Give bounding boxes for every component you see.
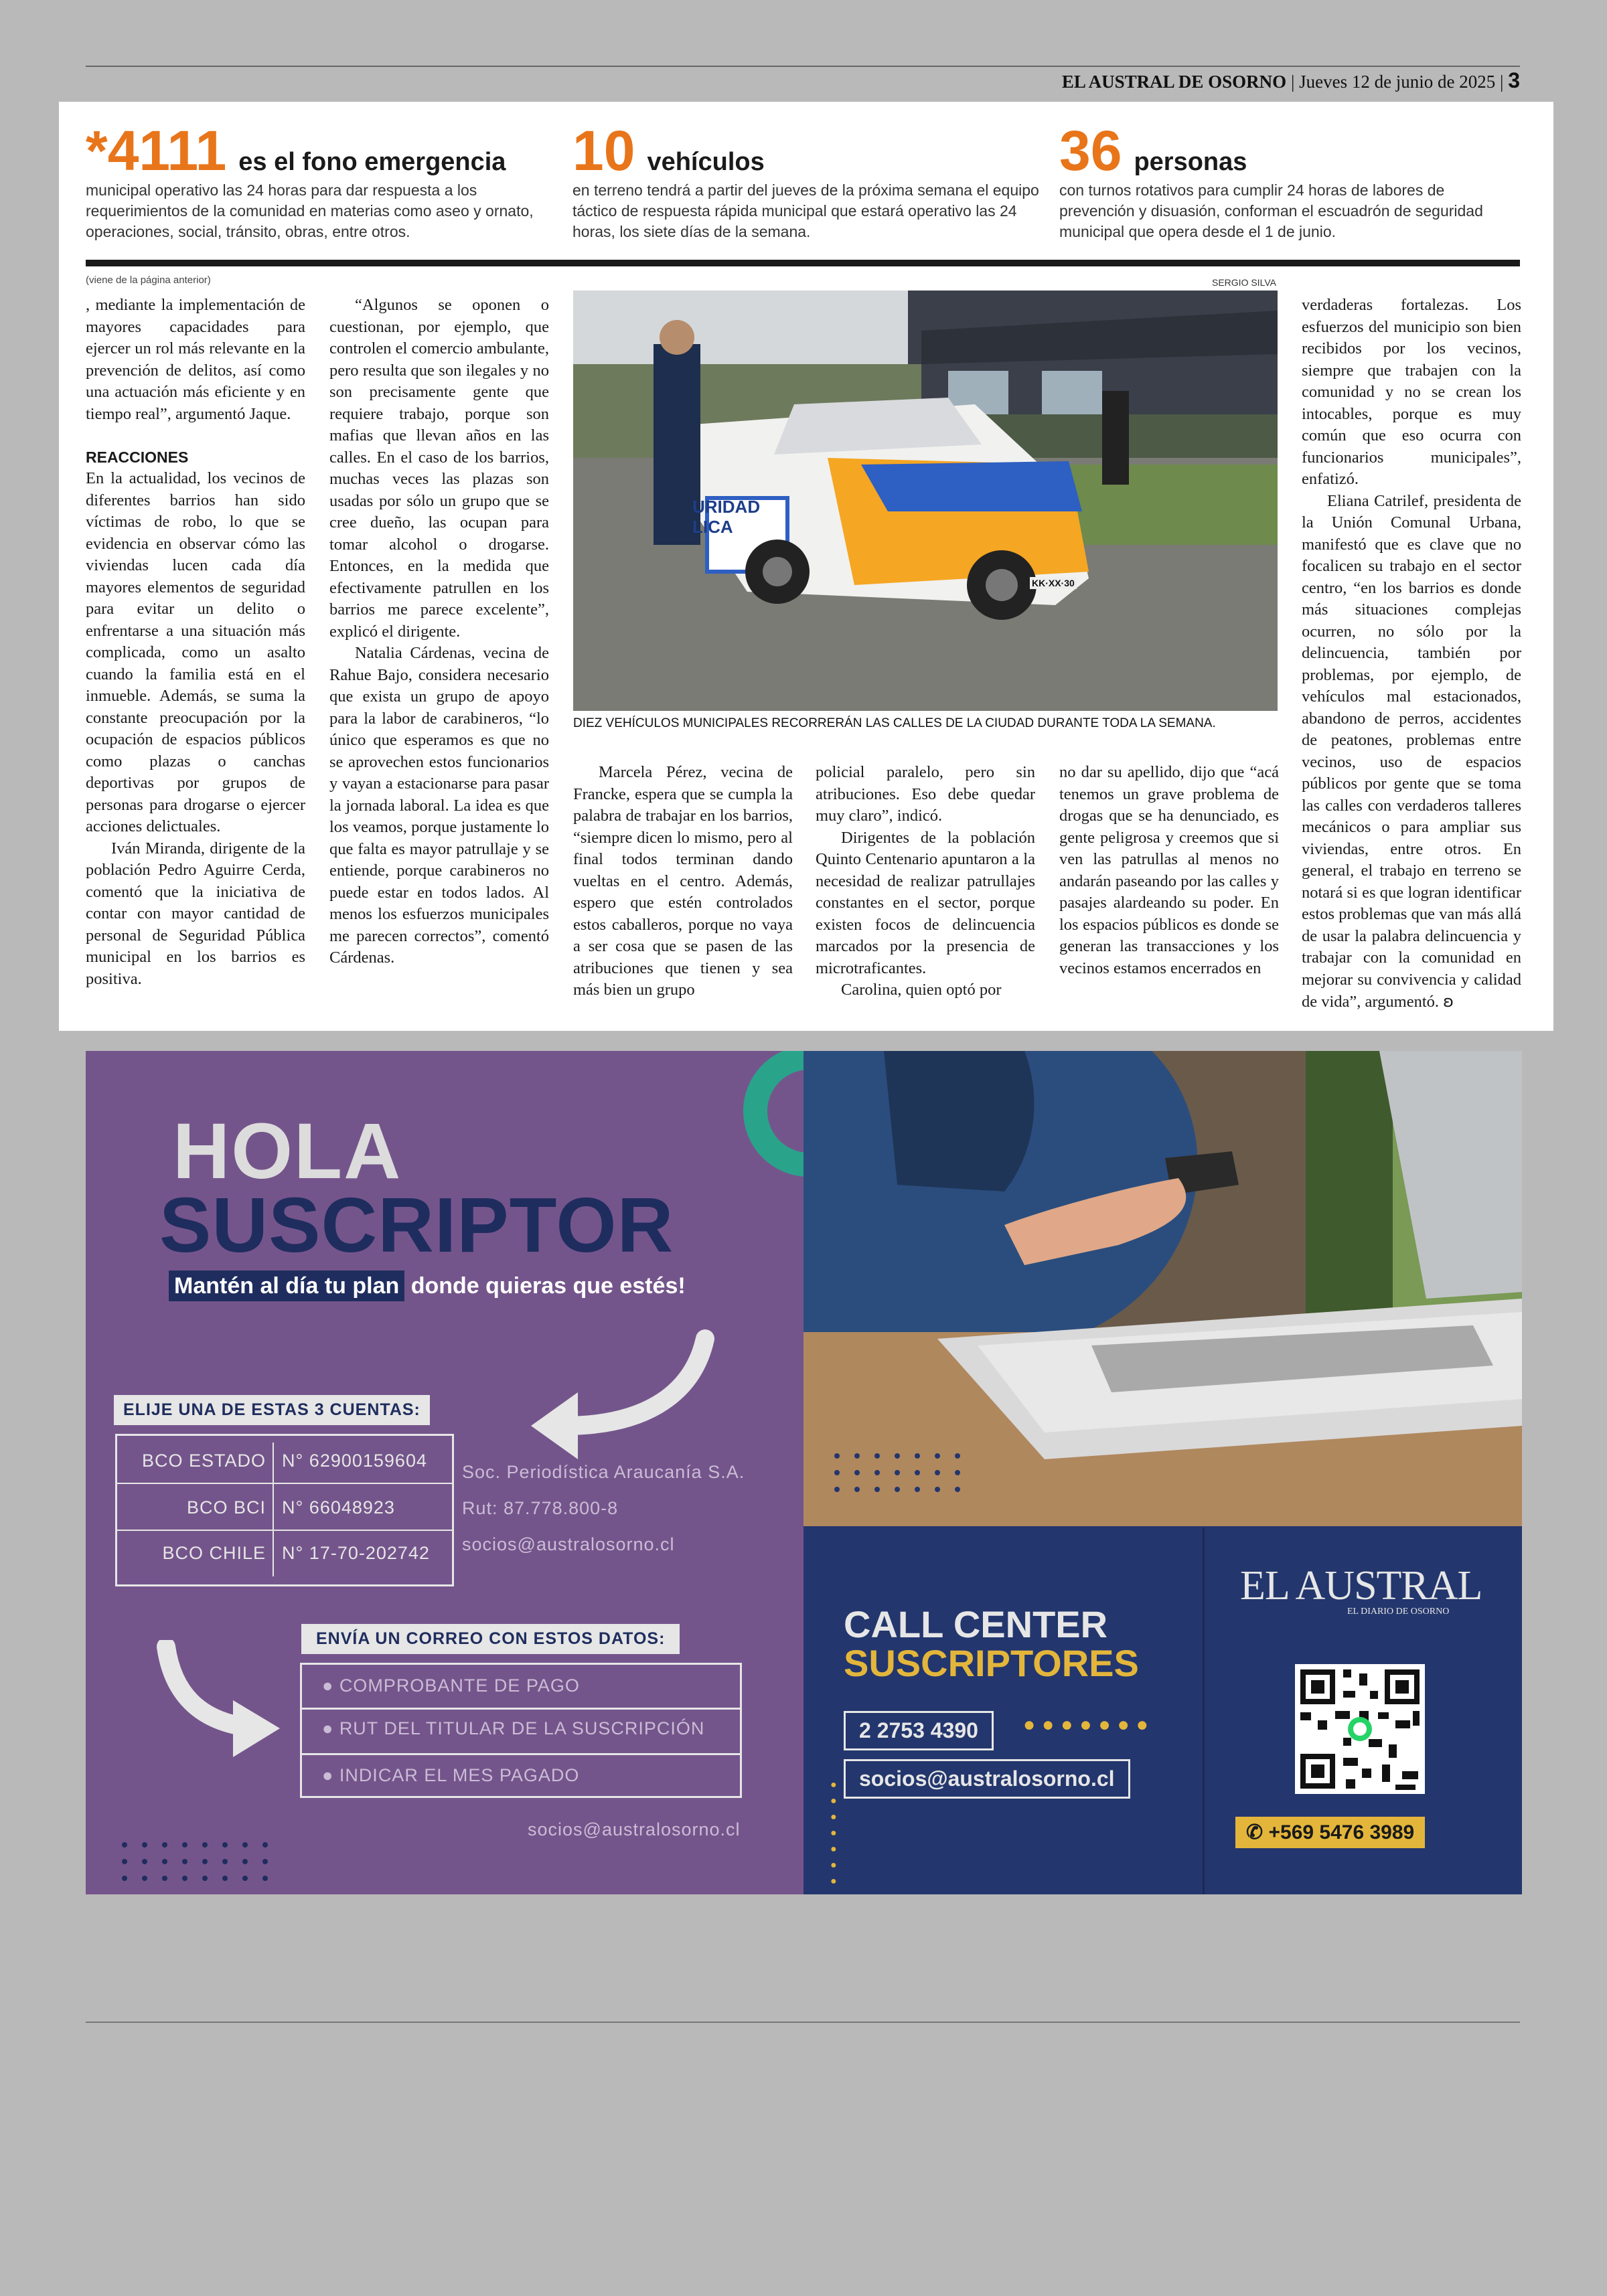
end-mark-icon: ʚ — [1443, 992, 1454, 1011]
paragraph: Natalia Cárdenas, vecina de Rahue Bajo, considera necesario que exista un grupo de apoyo para la labor de carabineros, “lo único que esperamos es que no se aprovechen estos funcionarios y vayan a estacionarse para pasar la jornada laboral. La idea es que los veamos, porque justamente lo que falta es mayor patrullaje y se entiende, porque carabineros no puede estar en todos lados. Al menos los esfuerzos municipales me parecen correctos”, comentó Cárdenas. — [329, 644, 549, 967]
stat-3 — [1059, 119, 1521, 242]
divider — [302, 1708, 740, 1710]
header-page-number: 3 — [1508, 68, 1520, 92]
patrol-car-photo — [573, 291, 1278, 711]
paragraph: verdaderas fortalezas. Los esfuerzos del municipio son bien recibidos por los vecinos, siempre que trabajen con la comunidad y no se crean los intocables, porque es muy común que eso ocurra con funcionarios municipales”, enfatizó. — [1302, 296, 1521, 488]
brand-subtitle: EL DIARIO DE OSORNO — [1347, 1607, 1450, 1617]
paragraph: Carolina, quien optó por — [841, 981, 1002, 999]
call-center-phone-text: 2 2753 4390 — [859, 1718, 978, 1742]
stat-1-desc: municipal operativo las 24 horas para dar respuesta a los requerimientos de la comunidad en materias como aseo y ornato, operaciones, social, tránsito, obras, entre otros. — [86, 181, 534, 240]
divider — [273, 1443, 274, 1576]
divider — [117, 1483, 452, 1484]
dots-decoration-icon: ●●●●●●● — [1023, 1714, 1155, 1736]
ad-hola: HOLA — [173, 1107, 402, 1196]
paragraph: Dirigentes de la población Quinto Centenario apuntaron a la necesidad de realizar patrullajes constantes en el sector, porque existen focos de delincuencia marcados por la presencia de microtraficantes. — [816, 828, 1035, 977]
section-heading: REACCIONES — [86, 448, 189, 466]
company-email: socios@australosorno.cl — [462, 1534, 675, 1554]
brand-logo: EL AUSTRAL — [1240, 1563, 1482, 1609]
mail-item: ● COMPROBANTE DE PAGO — [322, 1675, 580, 1696]
arrow-down-right-icon — [153, 1640, 287, 1760]
whatsapp-icon: ✆ — [1246, 1821, 1264, 1843]
stats-divider — [86, 260, 1520, 266]
paragraph — [1302, 491, 1521, 1013]
stat-3-label: personas — [1134, 148, 1247, 176]
paragraph: policial paralelo, pero sin atribuciones. Eso debe quedar muy claro”, indicó. — [816, 763, 1035, 825]
article-column-1 — [86, 295, 305, 990]
photo-caption: DIEZ VEHÍCULOS MUNICIPALES RECORRERÁN LAS CALLES DE LA CIUDAD DURANTE TODA LA SEMANA. — [573, 716, 1216, 730]
stat-3-desc: con turnos rotativos para cumplir 24 horas de labores de prevención y disuasión, conforman el escuadrón de seguridad municipal que opera desde el 1 de junio. — [1059, 181, 1483, 240]
ad-tagline — [169, 1273, 686, 1299]
call-center-phone[interactable] — [844, 1711, 994, 1750]
mail-box — [300, 1663, 742, 1798]
accounts-box — [115, 1434, 454, 1586]
ad-tag-rest: donde quieras que estés! — [410, 1273, 686, 1299]
divider — [117, 1530, 452, 1531]
paragraph: “Algunos se oponen o cuestionan, por ejemplo, que controlen el comercio ambulante, pero resulta que son ilegales y no son precisamente gente que requiere trabajo, porque son mafias que llevan años en las calles. En el caso de los barrios, muchas veces las plazas son usadas por sólo un grupo que se cree dueño, las ocupan para tomar alcohol o drogarse. Entonces, en la medida que efectivamente patrullen en los barrios me parece excelente”, explicó el dirigente. — [329, 296, 549, 641]
header-date: | Jueves 12 de junio de 2025 | — [1290, 72, 1504, 92]
bottom-rule — [86, 2022, 1520, 2023]
whatsapp-number: +569 5476 3989 — [1268, 1821, 1415, 1843]
whatsapp-button[interactable] — [1235, 1817, 1425, 1848]
stat-1 — [86, 119, 554, 242]
paragraph: Iván Miranda, dirigente de la población Pedro Aguirre Cerda, comentó que la iniciativa de contar con mayor cantidad de personal de Seguridad Pública municipal en los barrios es positiva. — [86, 839, 305, 988]
mail-item-text: INDICAR EL MES PAGADO — [339, 1765, 580, 1785]
divider — [302, 1753, 740, 1755]
photo-illustration — [573, 291, 1278, 711]
paragraph: no dar su apellido, dijo que “acá tenemos un grave problema de drogas que se ha denunciado, es gente peligrosa y creemos que si ven las patrullas al menos no andarán paseando por las calles y pasajes alardeando su poder. En los espacios públicos es donde se generan las transacciones y los vecinos estamos encerrados en — [1059, 763, 1279, 977]
mail-item-text: COMPROBANTE DE PAGO — [339, 1675, 580, 1696]
paragraph: Marcela Pérez, vecina de Francke, espera que se cumpla la palabra de trabajar en los barrios, “siempre dicen lo mismo, pero al final todos terminan dando vueltas en el centro. Además, espero que estén controlados estos caballeros, porque no vaya a ser cosa que se pasen de las atribuciones que tienen y sea más bien un grupo — [573, 763, 793, 999]
article-column-4 — [816, 762, 1035, 1001]
call-center-title-1: CALL CENTER — [844, 1603, 1108, 1645]
dot-grid-decoration-icon — [118, 1838, 292, 1885]
dots-vertical-icon: ● ● ● ● ● ● ● — [830, 1779, 837, 1887]
stat-2-label: vehículos — [647, 148, 765, 176]
mail-title: ENVÍA UN CORREO CON ESTOS DATOS: — [301, 1624, 680, 1654]
account-bank: BCO ESTADO — [141, 1451, 266, 1471]
qr-code-icon[interactable] — [1295, 1664, 1425, 1794]
article-column-6 — [1302, 295, 1521, 1013]
stat-2 — [572, 119, 1041, 242]
top-rule — [86, 66, 1520, 67]
company-name: Soc. Periodística Araucanía S.A. — [462, 1462, 745, 1482]
header-paper: EL AUSTRAL DE OSORNO — [1061, 72, 1287, 92]
stat-3-number: 36 — [1059, 119, 1122, 182]
page-header — [1062, 68, 1520, 93]
mail-item-text: RUT DEL TITULAR DE LA SUSCRIPCIÓN — [339, 1718, 705, 1738]
paragraph: En la actualidad, los vecinos de diferentes barrios han sido víctimas de robo, lo que se evidencia en observar cómo las viviendas lucen cada día mayores elementos de seguridad para evitar un delito o enfrentarse a una situación más complicada, como un asalto cuando la familia está en el inmueble. Además, se suma la constante preocupación por la ocupación de espacios públicos como plazas o canchas deportivas por grupos de personas para drogarse o ejercer acciones delictuales. — [86, 469, 305, 835]
accounts-title: ELIJE UNA DE ESTAS 3 CUENTAS: — [114, 1395, 430, 1425]
stat-1-label: es el fono emergencia — [238, 148, 506, 176]
account-number: N° 62900159604 — [282, 1451, 427, 1471]
license-plate: KK·XX·30 — [1030, 577, 1077, 589]
call-center-email-text: socios@australosorno.cl — [859, 1767, 1115, 1791]
ad-left-panel — [86, 1051, 804, 1894]
mail-item: ● INDICAR EL MES PAGADO — [322, 1765, 580, 1785]
arrow-down-left-icon — [504, 1325, 725, 1459]
account-bank: BCO CHILE — [162, 1543, 266, 1563]
continued-note: (viene de la página anterior) — [86, 274, 211, 286]
ad-right-panel — [804, 1051, 1522, 1894]
divider — [1203, 1528, 1205, 1894]
mail-item: ● RUT DEL TITULAR DE LA SUSCRIPCIÓN — [322, 1718, 705, 1738]
company-rut: Rut: 87.778.800-8 — [462, 1498, 619, 1518]
ring-decoration-icon — [729, 1051, 804, 1192]
call-center-title-2: SUSCRIPTORES — [844, 1642, 1139, 1684]
stat-2-desc: en terreno tendrá a partir del jueves de la próxima semana el equipo táctico de respuesta rápida municipal que estará operativo las 24 horas, los siete días de la semana. — [572, 181, 1039, 240]
paragraph-text: Eliana Catrilef, presidenta de la Unión Comunal Urbana, manifestó que es clave que no focalicen su trabajo en el sector centro, “en los barrios es donde más situaciones complejas ocurren, no sólo por la delincuencia, también por problemas, por ejemplo, de vehículos mal estacionados, abandono de perros, accidentes de peatones, problemas entre vecinos, uso de espacios públicos por gente que se toma las calles con verdaderos talleres mecánicos o para ampliar sus viviendas, entre otros. En general, el trabajo en terreno se notará si es que logran identificar estos problemas que van más allá de usar la palabra delincuencia y trabajar con la comunidad en mejorar su convivencia y calidad de vida”, argumentó. — [1302, 491, 1521, 1011]
stat-2-number: 10 — [572, 119, 635, 182]
article-column-2 — [329, 295, 549, 969]
call-center-email[interactable] — [844, 1759, 1130, 1799]
article-column-5 — [1059, 762, 1279, 979]
car-door-lettering: URIDAD LICA — [692, 497, 761, 537]
laptop-phone-photo — [804, 1051, 1522, 1526]
article-column-3 — [573, 762, 793, 1001]
account-bank: BCO BCI — [186, 1497, 266, 1518]
mail-email: socios@australosorno.cl — [528, 1819, 741, 1839]
account-number: N° 66048923 — [282, 1497, 395, 1518]
photo-credit: SERGIO SILVA — [1212, 277, 1276, 288]
ad-suscriptor: SUSCRIPTOR — [159, 1181, 674, 1268]
paragraph: , mediante la implementación de mayores capacidades para ejercer un rol más relevante en la prevención de delitos, así como una actuación más eficiente y en tiempo real”, argumentó Jaque. — [86, 296, 305, 423]
account-number: N° 17-70-202742 — [282, 1543, 430, 1563]
stat-1-number: *4111 — [86, 119, 227, 182]
ad-tag-highlight: Mantén al día tu plan — [169, 1270, 404, 1301]
